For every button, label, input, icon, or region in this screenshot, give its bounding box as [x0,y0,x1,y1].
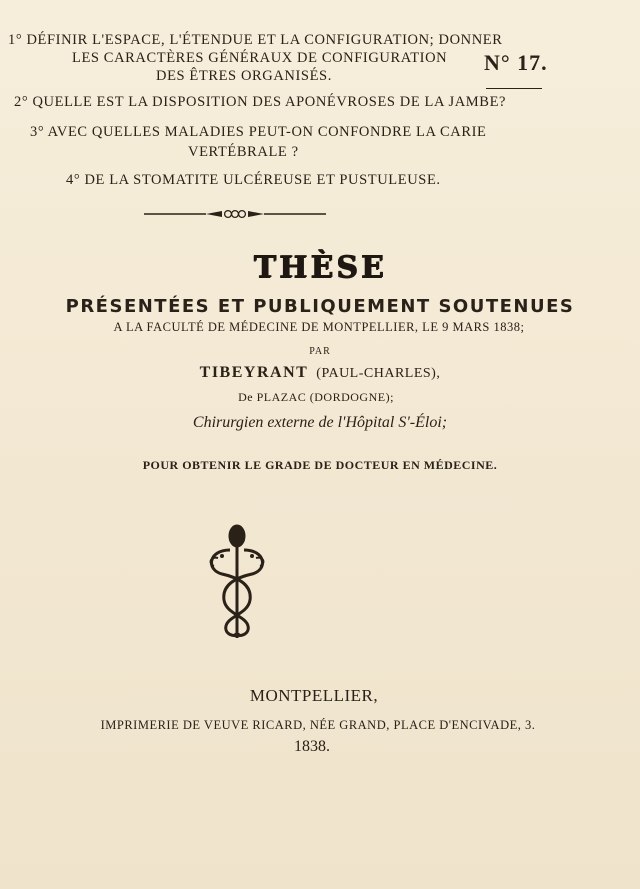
question-1-line-1: 1° DÉFINIR L'ESPACE, L'ÉTENDUE ET LA CONFIGURATION; DONNER [8,32,503,48]
question-1-line-2: LES CARACTÈRES GÉNÉRAUX DE CONFIGURATION [72,50,448,66]
author-line [0,364,640,382]
imprint-city: MONTPELLIER, [249,686,379,705]
ornament-divider [144,207,326,221]
number-underline [486,88,542,89]
thesis-title: THÈSE [253,250,387,285]
caduceus-emblem [200,520,274,644]
degree-purpose: POUR OBTENIR LE GRADE DE DOCTEUR EN MÉDECINE. [142,458,498,472]
author-position: Chirurgien externe de l'Hôpital S'-Éloi; [192,414,448,431]
question-2: 2° QUELLE EST LA DISPOSITION DES APONÉVROSES DE LA JAMBE? [14,94,507,110]
question-3-line-2: VERTÉBRALE ? [188,144,299,160]
thesis-subtitle: PRÉSENTÉES ET PUBLIQUEMENT SOUTENUES [65,296,575,317]
question-3-line-1: 3° AVEC QUELLES MALADIES PEUT-ON CONFONDRE LA CARIE [30,124,487,140]
imprint-year: 1838. [294,738,330,755]
author-origin: De PLAZAC (DORDOGNE); [238,390,394,404]
question-4: 4° DE LA STOMATITE ULCÉREUSE ET PUSTULEUSE. [66,172,441,188]
thesis-number: N° 17. [484,50,548,75]
par-label: PAR [309,346,331,357]
question-1-line-3: DES ÊTRES ORGANISÉS. [156,68,332,84]
author-given-name: (PAUL-CHARLES), [316,366,441,381]
imprint-printer: IMPRIMERIE DE VEUVE RICARD, NÉE GRAND, PLACE D'ENCIVADE, 3. [100,718,536,732]
faculty-line: A LA FACULTÉ DE MÉDECINE DE MONTPELLIER, LE 9 MARS 1838; [113,320,525,334]
author-name: TIBEYRANT [199,364,309,381]
